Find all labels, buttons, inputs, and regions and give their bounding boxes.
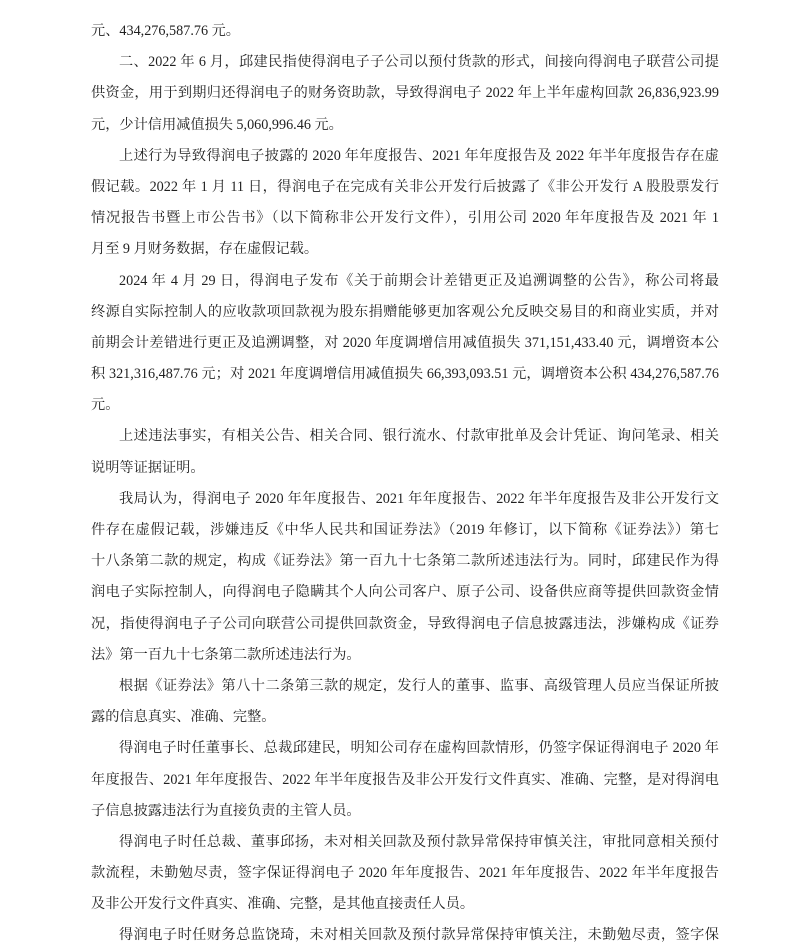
paragraph <box>91 266 719 422</box>
text-line: 供资金，用于到期归还得润电子的财务资助款，导致得润电子 2022 年上半年虚构回款 26,836,923.99 <box>91 85 719 102</box>
text-line: 年度报告、2021 年年度报告、2022 年半年度报告及非公开发行文件真实、准确、完整，是对得润电 <box>91 771 719 788</box>
text-line: 二、2022 年 6 月，邱建民指使得润电子子公司以预付货款的形式，间接向得润电子联营公司提 <box>119 54 719 71</box>
text-line: 上述违法事实，有相关公告、相关合同、银行流水、付款审批单及会计凭证、询问笔录、相关 <box>119 428 719 445</box>
text-line: 上述行为导致得润电子披露的 2020 年年度报告、2021 年年度报告及 2022 年半年度报告存在虚 <box>119 147 719 164</box>
text-line: 月至 9 月财务数据，存在虚假记载。 <box>91 241 319 258</box>
text-line: 说明等证据证明。 <box>91 459 205 476</box>
text-line: 露的信息真实、准确、完整。 <box>91 709 276 726</box>
paragraph <box>91 827 719 921</box>
text-line: 元，少计信用减值损失 5,060,996.46 元。 <box>91 116 343 133</box>
text-line: 我局认为，得润电子 2020 年年度报告、2021 年年度报告、2022 年半年度报告及非公开发行文 <box>119 490 719 507</box>
paragraph <box>91 16 719 47</box>
text-line: 前期会计差错进行更正及追溯调整，对 2020 年度调增信用减值损失 371,151,433.40 元，调增资本公 <box>91 334 719 351</box>
text-line: 得润电子时任董事长、总裁邱建民，明知公司存在虚构回款情形，仍签字保证得润电子 2020 年 <box>119 740 719 757</box>
text-line: 积 321,316,487.76 元；对 2021 年度调增信用减值损失 66,393,093.51 元，调增资本公积 434,276,587.76 <box>91 366 719 383</box>
paragraph <box>91 141 719 266</box>
text-line: 得润电子时任总裁、董事邱扬，未对相关回款及预付款异常保持审慎关注，审批同意相关预付 <box>119 833 719 850</box>
text-line: 元。 <box>91 397 120 414</box>
text-line: 法》第一百九十七条第二款所述违法行为。 <box>91 646 361 663</box>
text-line: 件存在虚假记载，涉嫌违反《中华人民共和国证券法》（2019 年修订，以下简称《证券法》）第七 <box>91 522 719 538</box>
text-line: 根据《证券法》第八十二条第三款的规定，发行人的董事、监事、高级管理人员应当保证所披 <box>119 677 719 694</box>
document-body <box>91 16 719 950</box>
text-line: 情况报告书暨上市公告书》（以下简称非公开发行文件），引用公司 2020 年年度报告及 2021 年 1 <box>91 210 719 227</box>
text-line: 2024 年 4 月 29 日，得润电子发布《关于前期会计差错更正及追溯调整的公告》，称公司将最 <box>119 272 719 289</box>
text-line: 得润电子时任财务总监饶琦，未对相关回款及预付款异常保持审慎关注，未勤勉尽责，签字保 <box>119 927 719 944</box>
text-line: 款流程，未勤勉尽责，签字保证得润电子 2020 年年度报告、2021 年年度报告、2022 年半年度报告 <box>91 865 719 882</box>
text-line: 假记载。2022 年 1 月 11 日，得润电子在完成有关非公开发行后披露了《非公开发行 A 股股票发行 <box>91 178 719 195</box>
paragraph <box>91 484 719 671</box>
text-line: 况，指使得润电子子公司向联营公司提供回款资金，导致得润电子信息披露违法，涉嫌构成《证券 <box>91 615 719 632</box>
paragraph <box>91 733 719 827</box>
text-line: 终源自实际控制人的应收款项回款视为股东捐赠能够更加客观公允反映交易目的和商业实质，并对 <box>91 303 719 320</box>
text-line: 及非公开发行文件真实、准确、完整，是其他直接责任人员。 <box>91 896 475 913</box>
paragraph <box>91 671 719 733</box>
paragraph <box>91 421 719 483</box>
text-line: 润电子实际控制人，向得润电子隐瞒其个人向公司客户、原子公司、设备供应商等提供回款资金情 <box>91 584 719 601</box>
text-line: 元、434,276,587.76 元。 <box>91 23 240 39</box>
paragraph <box>91 920 719 950</box>
text-line: 子信息披露违法行为直接负责的主管人员。 <box>91 802 361 819</box>
text-line: 十八条第二款的规定，构成《证券法》第一百九十七条第二款所述违法行为。同时，邱建民作为得 <box>91 553 719 570</box>
paragraph <box>91 47 719 141</box>
